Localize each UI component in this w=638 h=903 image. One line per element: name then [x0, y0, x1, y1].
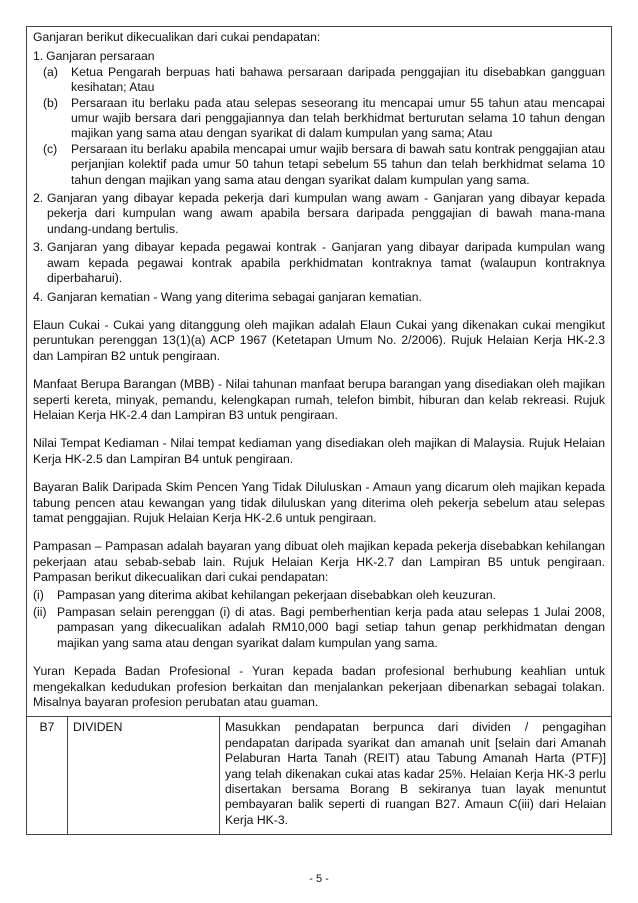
sub-item-a: [43, 65, 605, 96]
paragraph-nilai-tempat-kediaman: Nilai Tempat Kediaman - Nilai tempat kediaman yang disediakan oleh majikan di Malaysia. Rujuk Helaian Kerja HK-2.5 dan Lampiran B4 untuk pengiraan.: [33, 436, 605, 466]
pampasan-item-ii: [33, 605, 605, 651]
list-item-2: [33, 191, 605, 237]
list-number: 2.: [33, 191, 44, 206]
pampasan-label: (i): [33, 587, 44, 602]
intro-text: Ganjaran berikut dikecualikan dari cukai pendapatan:: [33, 30, 321, 44]
row-code: B7: [27, 717, 68, 835]
table-row: [27, 717, 612, 835]
list-number: 1.: [33, 49, 44, 64]
sub-item-b: [43, 96, 605, 142]
paragraph-skim-pencen: Bayaran Balik Daripada Skim Pencen Yang Tidak Diluluskan - Amaun yang dicarum oleh majikan kepada tabung pencen atau kewangan yang tidak diluluskan yang diterima oleh pekerja sebelum atau selepas tamat penggajian. Rujuk Helaian Kerja HK-2.6 untuk pengiraan.: [33, 480, 605, 525]
b7-table: [26, 716, 612, 835]
list-item-4: [33, 290, 605, 305]
pampasan-item-i: [33, 588, 605, 603]
row-description: Masukkan pendapatan berpunca dari dividen / pengagihan pendapatan daripada syarikat dan amanah unit [selain dari Amanah Pelaburan Harta Tanah (REIT) atau Tabung Amanah Harta (PTF)] yang telah dikenakan cukai atas kadar 25%. Helaian Kerja HK-3 perlu disertakan bersama Borang B sekiranya tuan layak menuntut pembayaran balik seperti di ruangan B27. Amaun C(iii) dari Helaian Kerja HK-3.: [220, 717, 612, 835]
sub-label: (c): [43, 141, 58, 156]
list-text: Ganjaran persaraan: [46, 49, 155, 64]
sub-label: (a): [43, 64, 58, 79]
pampasan-text: Pampasan yang diterima akibat kehilangan pekerjaan disebabkan oleh keuzuran.: [57, 587, 497, 602]
sub-text: Persaraan itu berlaku pada atau selepas seseorang itu mencapai umur 55 tahun atau mencapai umur wajib bersara dari penggajiannya dan telah berkhidmat berturutan selama 10 tahun dengan majikan yang sama atau dengan syarikat di dalam kumpulan yang sama; Atau: [71, 95, 605, 141]
sub-label: (b): [43, 95, 58, 110]
paragraph-pampasan: Pampasan – Pampasan adalah bayaran yang dibuat oleh majikan kepada pekerja disebabkan kehilangan pekerjaan atau sebab-sebab lain. Rujuk Helaian Kerja HK-2.7 dan Lampiran B5 untuk pengiraan. Pampasan berikut dikecualikan dari cukai pendapatan:: [33, 539, 605, 585]
list-text: Ganjaran kematian - Wang yang diterima sebagai ganjaran kematian.: [47, 289, 422, 304]
list-number: 3.: [33, 240, 44, 255]
list-number: 4.: [33, 289, 44, 304]
list-item-3: [33, 240, 605, 286]
notes-box: [26, 26, 612, 716]
paragraph-yuran: Yuran Kepada Badan Profesional - Yuran kepada badan profesional berhubung keahlian untuk mengekalkan kedudukan profesion berkaitan dan menjalankan pekerjaan dibenarkan sebagai tolakan. Misalnya bayaran profesion perubatan atau guaman.: [33, 664, 605, 710]
pampasan-label: (ii): [33, 605, 47, 619]
pampasan-text: Pampasan selain perenggan (i) di atas. Bagi pemberhentian kerja pada atau selepas 1 Julai 2008, pampasan yang dikecualikan adalah RM10,000 bagi setiap tahun genap perkhidmatan dengan majikan yang sama atau dengan syarikat dalam kumpulan yang sama.: [57, 605, 605, 650]
paragraph-mbb: Manfaat Berupa Barangan (MBB) - Nilai tahunan manfaat berupa barangan yang disediakan oleh majikan seperti kereta, minyak, pemandu, kelengkapan rumah, telefon bimbit, hiburan dan kelab rekreasi. Rujuk Helaian Kerja HK-2.4 dan Lampiran B3 untuk pengiraan.: [33, 377, 605, 422]
sub-text: Persaraan itu berlaku apabila mencapai umur wajib bersara di bawah satu kontrak penggajian atau perjanjian kolektif pada umur 50 tahun tetapi sebelum 55 tahun dan telah berkhidmat selama 10 tahun dengan majikan yang sama atau dengan syarikat dalam kumpulan yang sama.: [71, 141, 605, 187]
sub-item-c: [43, 142, 605, 188]
paragraph-elaun-cukai: Elaun Cukai - Cukai yang ditanggung oleh majikan adalah Elaun Cukai yang dikenakan cukai mengikut peruntukan perenggan 13(1)(a) ACP 1967 (Ketetapan Umum No. 2/2006). Rujuk Helaian Kerja HK-2.3 dan Lampiran B2 untuk pengiraan.: [33, 317, 605, 363]
row-title: DIVIDEN: [68, 717, 220, 835]
page-number: - 5 -: [309, 873, 329, 885]
list-item-1: [33, 49, 605, 64]
document-page: [26, 26, 612, 835]
list-text: Ganjaran yang dibayar kepada pekerja dari kumpulan wang awam - Ganjaran yang dibayar kepada pekerja dari kumpulan wang awam apabila bersara daripada penggajian di bawah mana-mana undang-undang bertulis.: [47, 191, 605, 236]
sub-text: Ketua Pengarah berpuas hati bahawa persaraan daripada penggajian itu disebabkan gangguan kesihatan; Atau: [71, 64, 605, 95]
list-text: Ganjaran yang dibayar kepada pegawai kontrak - Ganjaran yang dibayar daripada kumpulan wang awam kepada pegawai kontrak apabila perkhidmatan kontraknya tamat (walaupun kontraknya diperbaharui).: [47, 240, 605, 286]
